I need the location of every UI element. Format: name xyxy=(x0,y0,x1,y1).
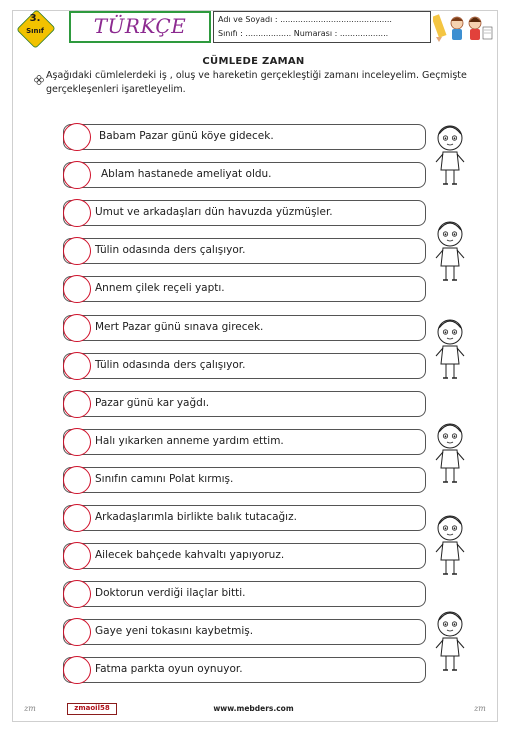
answer-circle[interactable] xyxy=(63,352,91,380)
answer-circle[interactable] xyxy=(63,161,91,189)
answer-circle[interactable] xyxy=(63,428,91,456)
sentence-text: Tülin odasında ders çalışıyor. xyxy=(95,359,246,371)
answer-circle[interactable] xyxy=(63,199,91,227)
answer-circle[interactable] xyxy=(63,275,91,303)
sentence-text: Pazar günü kar yağdı. xyxy=(95,397,210,409)
sentence-text: Annem çilek reçeli yaptı. xyxy=(95,282,225,294)
name-field[interactable]: Adı ve Soyadı : ............................................ xyxy=(218,15,392,24)
grade-number: 3. xyxy=(29,13,41,24)
footer-logo-left: zm xyxy=(24,704,36,713)
sentence-text: Tülin odasında ders çalışıyor. xyxy=(95,244,246,256)
child-illustration xyxy=(433,420,467,486)
child-illustration xyxy=(433,316,467,382)
answer-circle[interactable] xyxy=(63,466,91,494)
sheet-title: CÜMLEDE ZAMAN xyxy=(202,56,305,67)
instruction-text: Aşağıdaki cümlelerdeki iş , oluş ve hareketin gerçekleştiği zamanı inceleyelim. Geçmişte gerçekleşenleri işaretleyelim. xyxy=(46,70,467,95)
child-illustration xyxy=(433,608,467,674)
sentence-text: Doktorun verdiği ilaçlar bitti. xyxy=(95,587,246,599)
sentence-text: Sınıfın camını Polat kırmış. xyxy=(95,473,234,485)
sentence-text: Babam Pazar günü köye gidecek. xyxy=(99,130,274,142)
answer-circle[interactable] xyxy=(63,237,91,265)
footer-code: zmaoil58 xyxy=(74,704,110,712)
answer-circle[interactable] xyxy=(63,656,91,684)
answer-circle[interactable] xyxy=(63,580,91,608)
subject-title: TÜRKÇE xyxy=(93,14,187,38)
sentence-text: Fatma parkta oyun oynuyor. xyxy=(95,663,243,675)
sentence-text: Ailecek bahçede kahvaltı yapıyoruz. xyxy=(95,549,285,561)
child-illustration xyxy=(433,122,467,188)
sentence-text: Gaye yeni tokasını kaybetmiş. xyxy=(95,625,254,637)
sentence-text: Ablam hastanede ameliyat oldu. xyxy=(101,168,272,180)
answer-circle[interactable] xyxy=(63,542,91,570)
footer-website[interactable]: www.mebders.com xyxy=(213,704,294,713)
grade-label: Sınıf xyxy=(26,27,44,35)
answer-circle[interactable] xyxy=(63,618,91,646)
sentence-text: Halı yıkarken anneme yardım ettim. xyxy=(95,435,284,447)
sentence-text: Mert Pazar günü sınava girecek. xyxy=(95,321,264,333)
kids-illustration xyxy=(433,11,494,43)
answer-circle[interactable] xyxy=(63,504,91,532)
child-illustration xyxy=(433,512,467,578)
answer-circle[interactable] xyxy=(63,123,91,151)
sentence-text: Umut ve arkadaşları dün havuzda yüzmüşler. xyxy=(95,206,333,218)
answer-circle[interactable] xyxy=(63,314,91,342)
footer-logo-right: zm xyxy=(474,704,486,713)
answer-circle[interactable] xyxy=(63,390,91,418)
class-number-field[interactable]: Sınıfı : .................. Numarası : ................... xyxy=(218,29,389,38)
child-illustration xyxy=(433,218,467,284)
flower-icon xyxy=(34,70,44,80)
sentence-text: Arkadaşlarımla birlikte balık tutacağız. xyxy=(95,511,297,523)
